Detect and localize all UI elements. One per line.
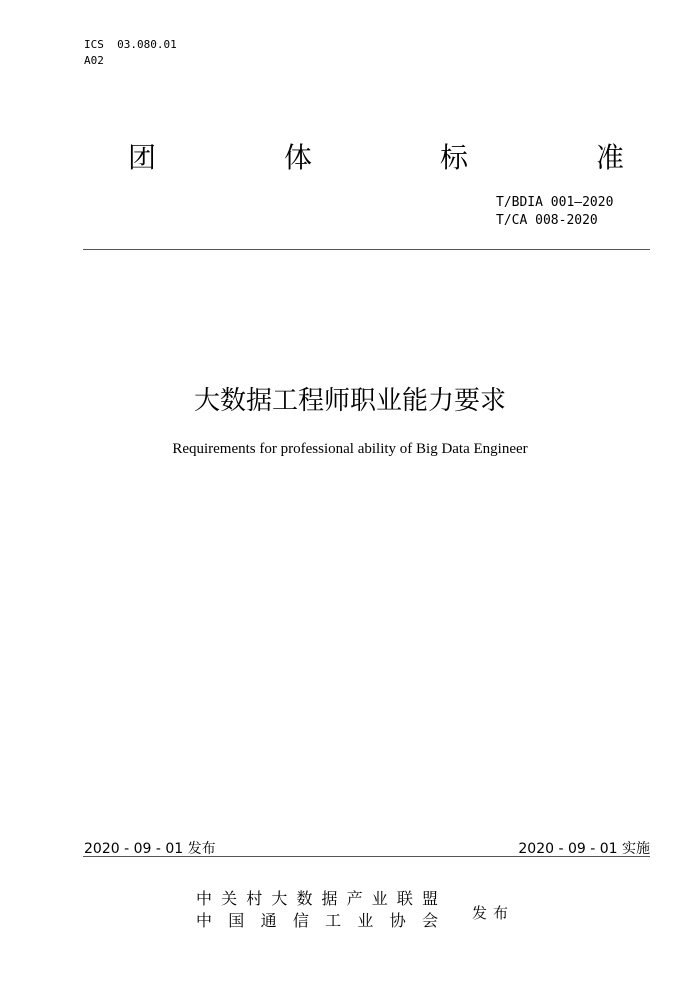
standard-code-bdia: T/BDIA 001—2020 <box>496 195 614 210</box>
issuer-char: 会 <box>421 911 438 930</box>
issuer-char: 协 <box>389 911 406 930</box>
issuer-char: 据 <box>321 889 338 908</box>
standard-type-heading <box>128 136 624 176</box>
ccs-code: A02 <box>84 54 104 67</box>
classification-block <box>84 37 177 69</box>
top-divider <box>83 249 650 250</box>
ics-code: ICS 03.080.01 <box>84 38 177 51</box>
implement-date: 2020 - 09 - 01 实施 <box>518 841 650 857</box>
issuer-char: 产 <box>346 889 363 908</box>
standard-type-char: 体 <box>283 141 312 174</box>
publish-date: 2020 - 09 - 01 发布 <box>84 841 216 857</box>
standard-type-char: 准 <box>595 141 624 174</box>
issued-label: 发布 <box>472 904 515 922</box>
bottom-divider <box>83 856 650 857</box>
issuing-organizations <box>196 888 438 932</box>
issuer-char: 业 <box>371 889 388 908</box>
document-title-chinese: 大数据工程师职业能力要求 <box>193 386 506 416</box>
issuer-char: 业 <box>357 911 374 930</box>
issuer-char: 中 <box>196 911 213 930</box>
standard-codes <box>496 194 613 230</box>
issuer-char: 国 <box>228 911 245 930</box>
issuer-zgc-alliance <box>196 888 438 910</box>
issuer-char: 联 <box>396 889 413 908</box>
issuer-char: 信 <box>292 911 309 930</box>
issuer-char: 盟 <box>421 889 438 908</box>
standard-code-ca: T/CA 008-2020 <box>496 213 598 228</box>
standard-type-char: 标 <box>439 141 468 174</box>
issuer-char: 村 <box>246 889 263 908</box>
issuer-char: 关 <box>221 889 238 908</box>
document-title-english: Requirements for professional ability of Big Data Engineer <box>172 441 528 457</box>
issuer-char: 中 <box>196 889 213 908</box>
issuer-char: 工 <box>325 911 342 930</box>
issuer-china-communications-association <box>196 910 438 932</box>
issuer-char: 数 <box>296 889 313 908</box>
issuer-char: 通 <box>260 911 277 930</box>
standard-type-char: 团 <box>128 141 157 174</box>
issuer-char: 大 <box>271 889 288 908</box>
